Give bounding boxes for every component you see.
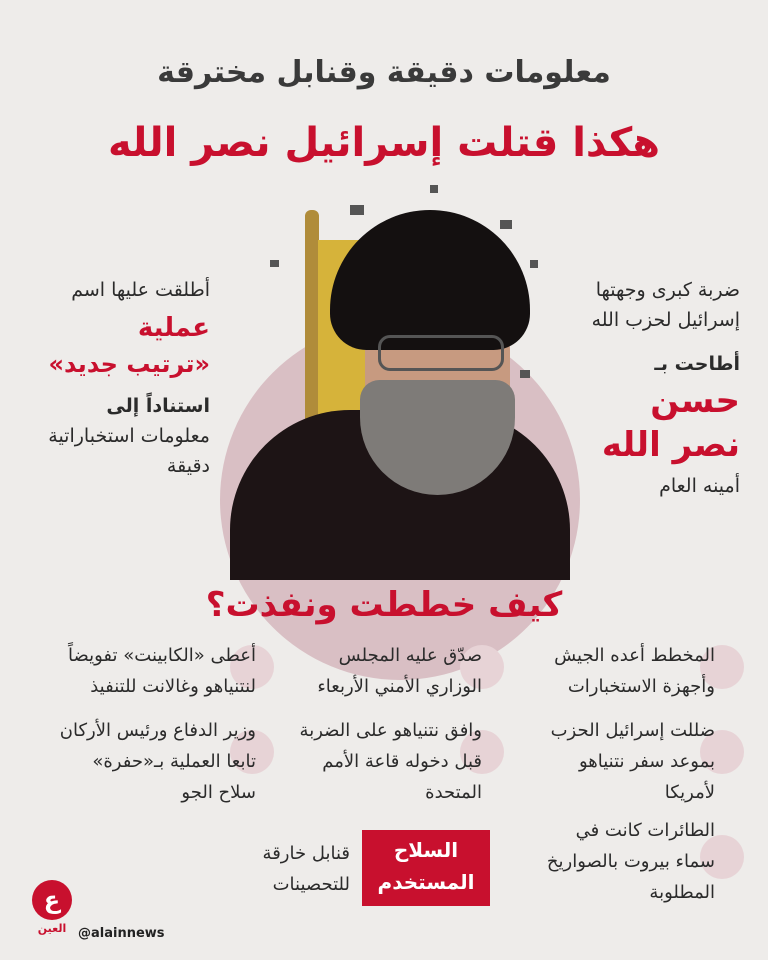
debris (500, 220, 512, 229)
page-title: هكذا قتلت إسرائيل نصر الله (107, 120, 661, 166)
list-item: الطائرات كانت في سماء بيروت بالصواريخ المطلوبة (546, 820, 715, 903)
debris (520, 370, 530, 378)
debris (270, 260, 279, 267)
weapon-badge: السلاح المستخدم (362, 830, 490, 906)
brand-logo-icon: ع (32, 880, 72, 920)
list-item: أعطى «الكابينت» تفويضاً لنتنياهو وغالانت للتنفيذ (68, 645, 256, 697)
right-line2: إسرائيل لحزب الله (591, 309, 740, 331)
left-line1: أطلقت عليها اسم (71, 279, 210, 301)
name-line1: حسن (650, 381, 740, 421)
list-item: المخطط أعده الجيش وأجهزة الاستخبارات (554, 645, 715, 697)
person-turban (330, 210, 530, 350)
right-line1: ضربة كبرى وجهتها (595, 279, 740, 301)
intel-line1: معلومات استخباراتية (48, 425, 210, 447)
debris (430, 185, 438, 193)
social-handle[interactable]: @alainnews (78, 926, 165, 941)
operation-name-line2: «ترتيب جديد» (48, 350, 210, 378)
list-item: وزير الدفاع ورئيس الأركان تابعا العملية بـ«حفرة» سلاح الجو (59, 720, 256, 803)
based-on-label: استناداً إلى (106, 395, 210, 417)
role-label: أمينه العام (659, 475, 740, 497)
glasses (378, 335, 504, 371)
brand-logo-text: العين (37, 922, 67, 935)
name-line2: نصر الله (601, 425, 740, 465)
operation-name-line1: عملية (137, 313, 210, 343)
intel-line2: دقيقة (166, 455, 210, 477)
debris (350, 205, 364, 215)
weapon-description: قنابل خارقة للتحصينات (262, 843, 350, 895)
debris (530, 260, 538, 268)
left-column (30, 275, 210, 481)
list-item: صدّق عليه المجلس الوزاري الأمني الأربعاء (317, 645, 482, 697)
list-item: وافق نتنياهو على الضربة قبل دخوله قاعة الأمم المتحدة (299, 720, 482, 803)
toppled-label: أطاحت بـ (654, 353, 740, 375)
page-subtitle: معلومات دقيقة وقنابل مخترقة (157, 55, 611, 90)
right-column (560, 275, 740, 501)
list-item: ضللت إسرائيل الحزب بموعد سفر نتنياهو لأمريكا (550, 720, 715, 803)
portrait-illustration (200, 180, 600, 580)
section-title: كيف خططت ونفذت؟ (205, 585, 563, 625)
